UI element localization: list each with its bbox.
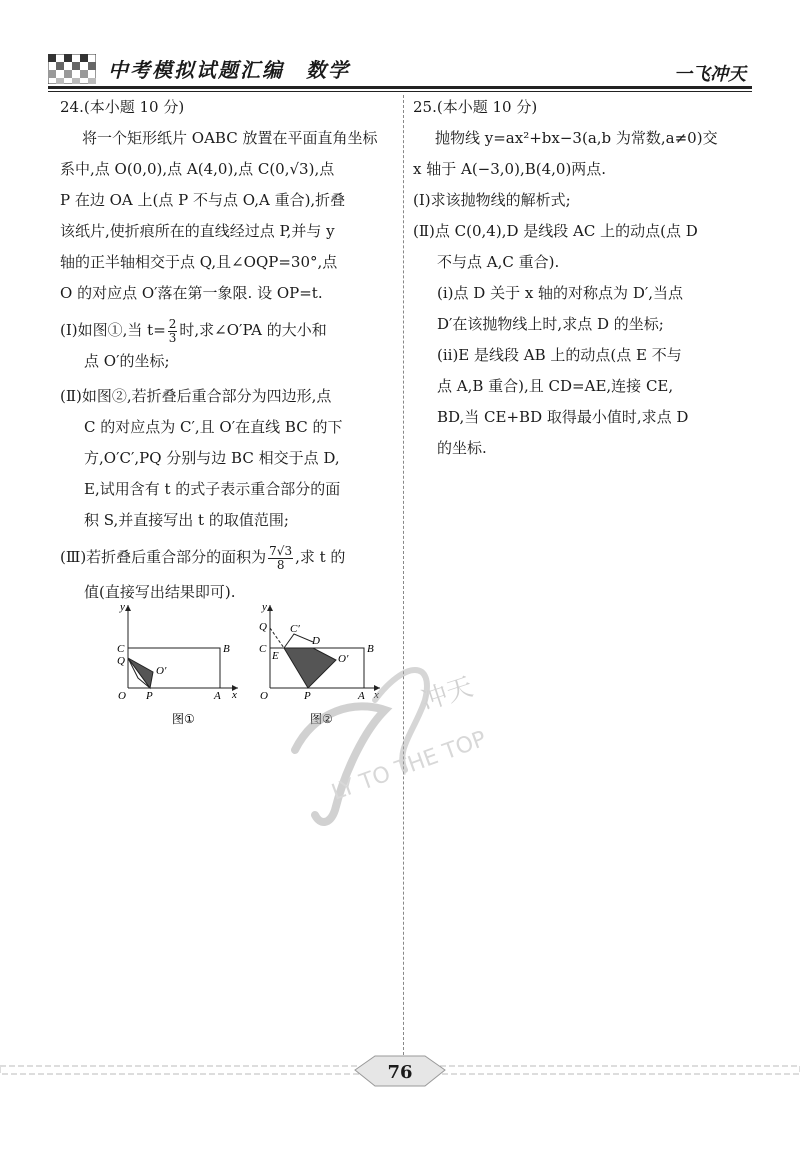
question-25-line: x 轴于 A(−3,0),B(4,0)两点. bbox=[413, 160, 607, 178]
fig2-label-y: y bbox=[262, 601, 267, 613]
fraction-denominator: 3 bbox=[168, 330, 177, 345]
watermark-cn-text: 冲天 bbox=[417, 672, 477, 717]
fig2-label-O-prime: O′ bbox=[338, 653, 349, 665]
question-25-part2-line: 不与点 A,C 重合). bbox=[437, 253, 560, 271]
fig1-label-B: B bbox=[223, 643, 230, 655]
page-header bbox=[48, 48, 752, 92]
question-25-line: 抛物线 y=ax²+bx−3(a,b 为常数,a≠0)交 bbox=[435, 129, 718, 147]
fig2-label-C-prime: C′ bbox=[290, 623, 300, 635]
fig2-caption: 图② bbox=[310, 712, 333, 726]
question-24-line: 将一个矩形纸片 OABC 放置在平面直角坐标 bbox=[82, 129, 378, 147]
fig2-label-B: B bbox=[367, 643, 374, 655]
fig2-label-E: E bbox=[272, 650, 279, 662]
question-24-part2-line: E,试用含有 t 的式子表示重合部分的面 bbox=[84, 480, 341, 498]
question-24 bbox=[60, 92, 398, 608]
part3-text-a: (Ⅲ)若折叠后重合部分的面积为 bbox=[60, 548, 267, 566]
question-24-part2-line: (Ⅱ)如图②,若折叠后重合部分为四边形,点 bbox=[60, 387, 332, 405]
page-number: 76 bbox=[387, 1062, 413, 1083]
question-25-heading: 25.(本小题 10 分) bbox=[413, 98, 538, 116]
question-24-line: 该纸片,使折痕所在的直线经过点 P,并与 y bbox=[60, 222, 335, 240]
question-25-sub1-line: (ⅰ)点 D 关于 x 轴的对称点为 D′,当点 bbox=[437, 284, 684, 302]
question-24-line: O 的对应点 O′落在第一象限. 设 OP=t. bbox=[60, 284, 323, 302]
part3-text-b: ,求 t 的 bbox=[295, 548, 346, 566]
fig1-label-C: C bbox=[117, 643, 125, 655]
question-24-part2-line: C 的对应点为 C′,且 O′在直线 BC 的下 bbox=[84, 418, 343, 436]
question-25 bbox=[413, 92, 753, 464]
question-24-part3-cont: 值(直接写出结果即可). bbox=[84, 583, 236, 601]
fig2-label-C: C bbox=[259, 643, 267, 655]
fig1-label-O: O bbox=[118, 690, 126, 702]
fig2-label-P: P bbox=[304, 690, 311, 702]
part1-text-b: 时,求∠O′PA 的大小和 bbox=[179, 321, 327, 339]
question-24-heading: 24.(本小题 10 分) bbox=[60, 98, 185, 116]
question-24-part1 bbox=[60, 315, 398, 346]
fig1-label-A: A bbox=[214, 690, 221, 702]
question-25-part1: (Ⅰ)求该抛物线的解析式; bbox=[413, 191, 571, 209]
question-24-line: P 在边 OA 上(点 P 不与点 O,A 重合),折叠 bbox=[60, 191, 346, 209]
brand-logo-text: 一飞冲天 bbox=[674, 64, 746, 85]
fig1-label-P: P bbox=[146, 690, 153, 702]
fig2-label-Q: Q bbox=[259, 621, 267, 633]
question-24-part2-line: 积 S,并直接写出 t 的取值范围; bbox=[84, 511, 289, 529]
header-rule bbox=[48, 86, 752, 89]
book-title: 中考模拟试题汇编 数学 bbox=[108, 58, 350, 82]
fig1-caption: 图① bbox=[172, 712, 195, 726]
fig1-label-O-prime: O′ bbox=[156, 665, 167, 677]
fraction-numerator: 7√3 bbox=[269, 543, 293, 558]
checker-logo-icon bbox=[48, 54, 96, 84]
fly-watermark-icon bbox=[275, 640, 535, 840]
fig1-label-Q: Q bbox=[117, 655, 125, 667]
fig2-label-x: x bbox=[374, 689, 379, 701]
question-24-line: 轴的正半轴相交于点 Q,且∠OQP=30°,点 bbox=[60, 253, 338, 271]
question-25-part2-line: (Ⅱ)点 C(0,4),D 是线段 AC 上的动点(点 D bbox=[413, 222, 698, 240]
question-25-sub2-line: 的坐标. bbox=[437, 439, 487, 457]
fraction-two-thirds bbox=[168, 318, 178, 345]
watermark-en-text: LY TO THE TOP bbox=[328, 726, 490, 806]
publisher-watermark bbox=[275, 640, 535, 840]
column-divider bbox=[403, 95, 404, 1055]
fig2-label-A: A bbox=[358, 690, 365, 702]
fig1-label-y: y bbox=[120, 601, 125, 613]
question-25-sub2-line: (ⅱ)E 是线段 AB 上的动点(点 E 不与 bbox=[437, 346, 682, 364]
question-25-sub1-line: D′在该抛物线上时,求点 D 的坐标; bbox=[437, 315, 664, 333]
fraction-denominator: 8 bbox=[276, 557, 285, 572]
figure-1 bbox=[117, 601, 238, 702]
question-25-sub2-line: 点 A,B 重合),且 CD=AE,连接 CE, bbox=[437, 377, 674, 395]
fig1-label-x: x bbox=[232, 689, 237, 701]
question-24-part3 bbox=[60, 542, 398, 573]
question-24-part1-cont: 点 O′的坐标; bbox=[84, 352, 170, 370]
fraction-numerator: 2 bbox=[168, 316, 177, 331]
part1-text-a: (Ⅰ)如图①,当 t= bbox=[60, 321, 166, 339]
fig2-label-D: D bbox=[312, 635, 320, 647]
question-25-sub2-line: BD,当 CE+BD 取得最小值时,求点 D bbox=[437, 408, 689, 426]
fig2-label-O: O bbox=[260, 690, 268, 702]
question-24-line: 系中,点 O(0,0),点 A(4,0),点 C(0,√3),点 bbox=[60, 160, 335, 178]
fraction-area bbox=[268, 545, 293, 572]
question-24-part2-line: 方,O′C′,PQ 分别与边 BC 相交于点 D, bbox=[84, 449, 340, 467]
